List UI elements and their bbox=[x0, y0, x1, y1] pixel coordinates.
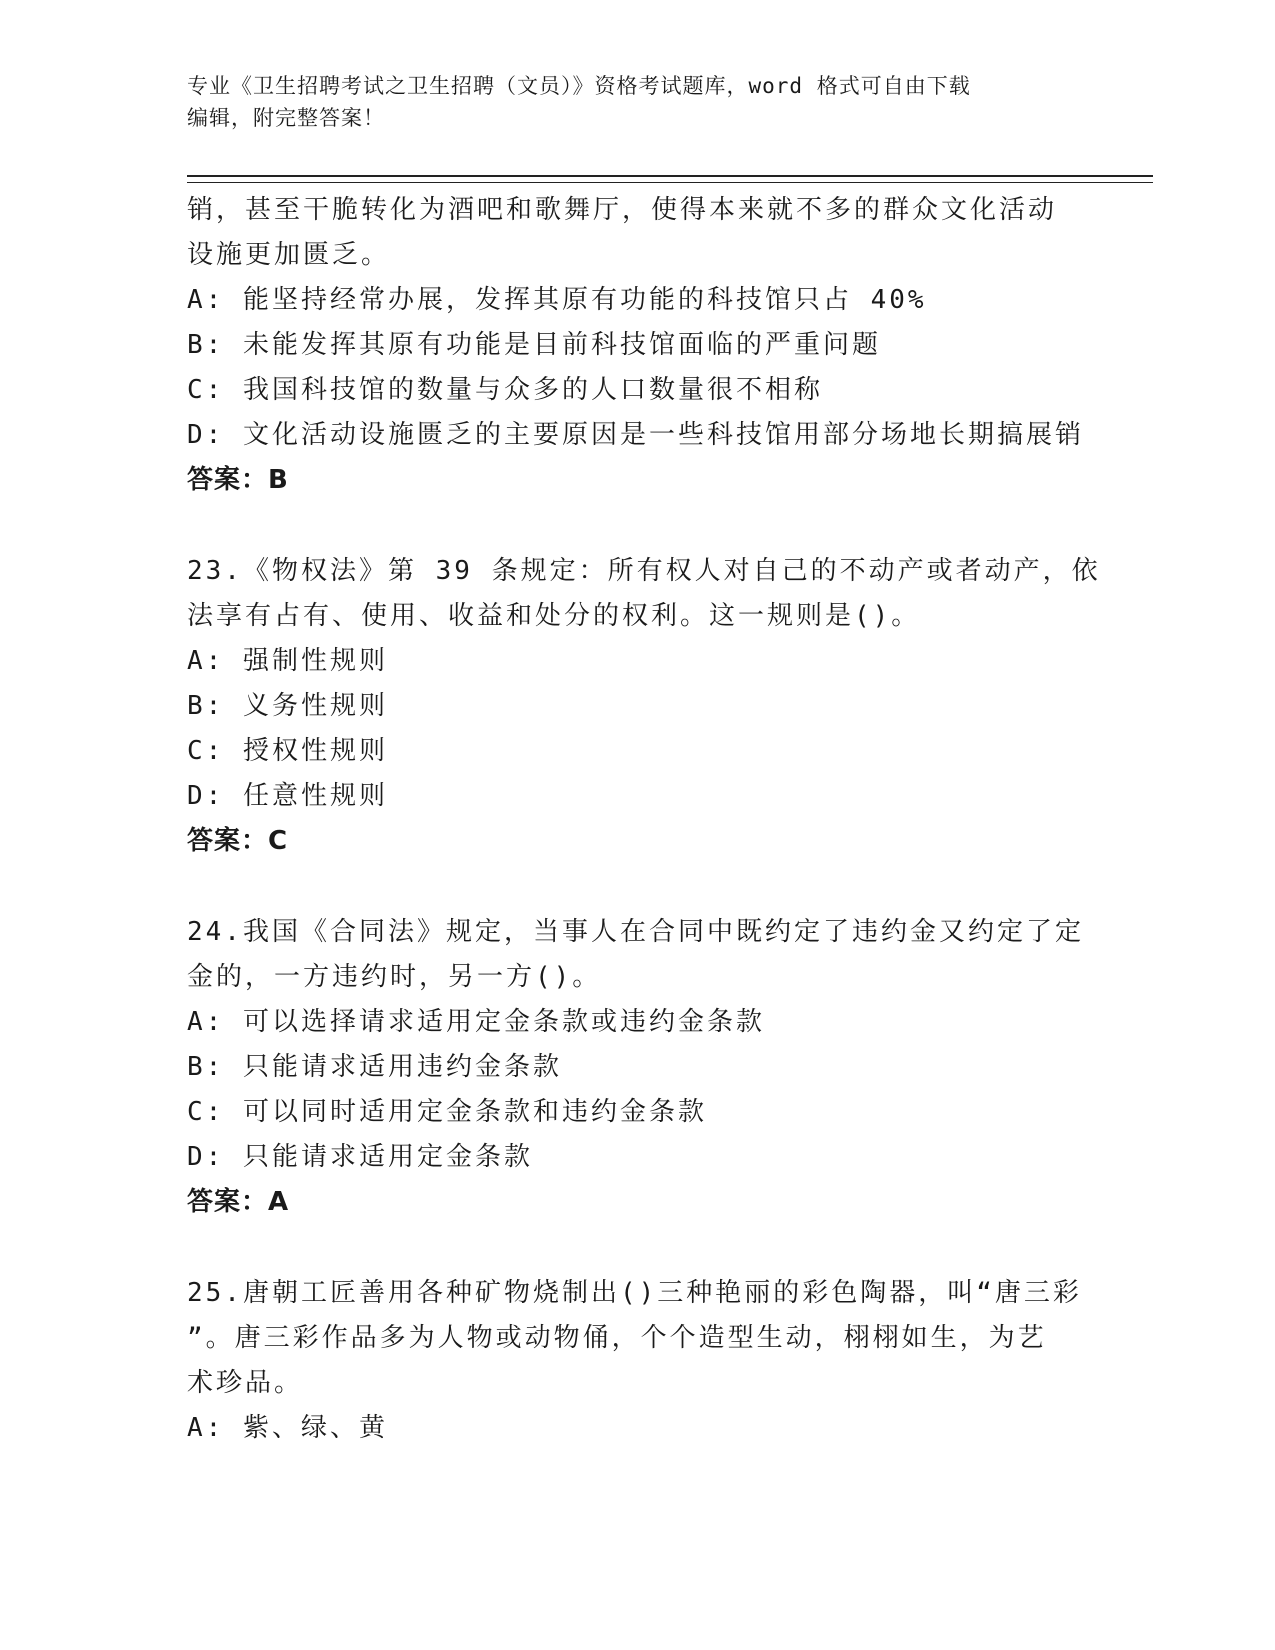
question-text-line: 23.《物权法》第 39 条规定：所有权人对自己的不动产或者动产，依 bbox=[187, 556, 1101, 586]
question-spacer bbox=[187, 1225, 1087, 1271]
answer-line: 答案：B bbox=[187, 465, 289, 495]
answer-line: 答案：A bbox=[187, 1187, 290, 1217]
question-text-line: 法享有占有、使用、收益和处分的权利。这一规则是()。 bbox=[187, 601, 921, 631]
header-divider-thick bbox=[187, 175, 1153, 177]
option-c: C: 授权性规则 bbox=[187, 736, 388, 766]
option-d: D: 只能请求适用定金条款 bbox=[187, 1142, 533, 1172]
question-text-line: 销，甚至干脆转化为酒吧和歌舞厅，使得本来就不多的群众文化活动 bbox=[187, 195, 1058, 225]
question-text-line: 设施更加匮乏。 bbox=[187, 240, 391, 270]
question-spacer bbox=[187, 503, 1087, 549]
answer-line: 答案：C bbox=[187, 826, 289, 856]
option-c: C: 可以同时适用定金条款和违约金条款 bbox=[187, 1097, 707, 1127]
option-b: B: 义务性规则 bbox=[187, 691, 388, 721]
question-text-line: ”。唐三彩作品多为人物或动物俑，个个造型生动，栩栩如生，为艺 bbox=[187, 1323, 1047, 1353]
question-block-prev bbox=[187, 188, 1087, 503]
option-a: A: 紫、绿、黄 bbox=[187, 1413, 388, 1443]
question-spacer bbox=[187, 864, 1087, 910]
question-text-line: 术珍品。 bbox=[187, 1368, 304, 1398]
question-block-23 bbox=[187, 549, 1101, 864]
option-c: C: 我国科技馆的数量与众多的人口数量很不相称 bbox=[187, 375, 823, 405]
option-a: A: 强制性规则 bbox=[187, 646, 388, 676]
option-b: B: 只能请求适用违约金条款 bbox=[187, 1052, 562, 1082]
question-block-24 bbox=[187, 910, 1087, 1225]
question-text-line: 25.唐朝工匠善用各种矿物烧制出()三种艳丽的彩色陶器，叫“唐三彩 bbox=[187, 1278, 1082, 1308]
document-header bbox=[187, 70, 1067, 134]
header-line-2: 编辑，附完整答案！ bbox=[187, 106, 385, 130]
option-d: D: 文化活动设施匮乏的主要原因是一些科技馆用部分场地长期搞展销 bbox=[187, 420, 1084, 450]
question-block-25 bbox=[187, 1271, 1087, 1451]
option-a: A: 能坚持经常办展，发挥其原有功能的科技馆只占 40% bbox=[187, 285, 927, 315]
header-line-1: 专业《卫生招聘考试之卫生招聘（文员）》资格考试题库，word 格式可自由下载 bbox=[187, 74, 971, 98]
option-d: D: 任意性规则 bbox=[187, 781, 388, 811]
question-text-line: 24.我国《合同法》规定，当事人在合同中既约定了违约金又约定了定 bbox=[187, 917, 1084, 947]
option-a: A: 可以选择请求适用定金条款或违约金条款 bbox=[187, 1007, 765, 1037]
document-body bbox=[187, 188, 1101, 1451]
question-text-line: 金的，一方违约时，另一方()。 bbox=[187, 962, 602, 992]
header-divider-thin bbox=[187, 182, 1153, 183]
option-b: B: 未能发挥其原有功能是目前科技馆面临的严重问题 bbox=[187, 330, 881, 360]
